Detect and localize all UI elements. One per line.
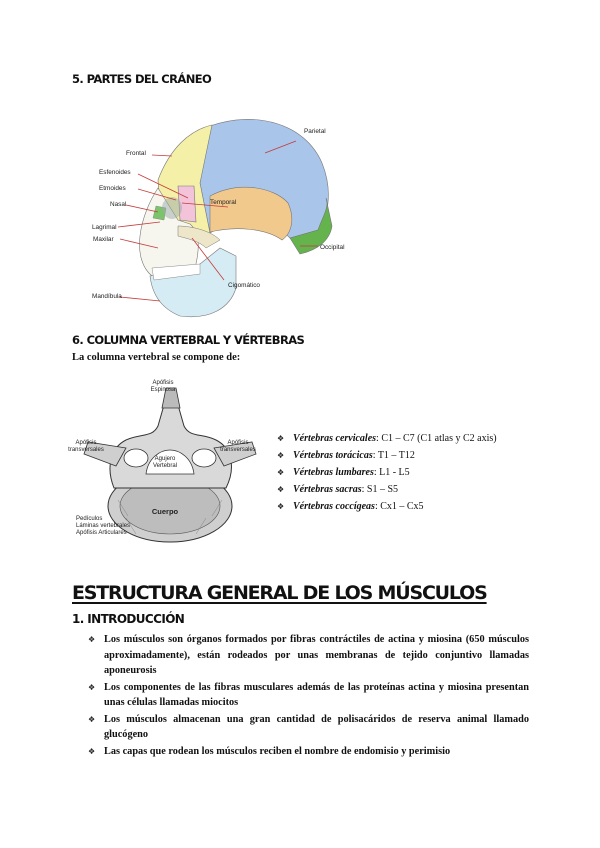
label-agujero-vertebral: Agujero Vertebral bbox=[152, 456, 177, 469]
label-frontal: Frontal bbox=[126, 150, 146, 157]
column-section-heading: 6. COLUMNA VERTEBRAL Y VÉRTEBRAS bbox=[72, 333, 305, 347]
label-apofisis-transversales-right: Apófisis transversales bbox=[220, 440, 256, 453]
list-item: ❖ Las capas que rodean los músculos reciben el nombre de endomisio y perimisio bbox=[86, 744, 529, 760]
diamond-bullet-icon: ❖ bbox=[88, 635, 96, 644]
diamond-bullet-icon: ❖ bbox=[277, 485, 285, 494]
label-etmoides: Etmoides bbox=[99, 185, 126, 192]
diamond-bullet-icon: ❖ bbox=[277, 451, 285, 460]
skull-section-heading: 5. PARTES DEL CRÁNEO bbox=[72, 72, 212, 86]
label-parietal: Parietal bbox=[304, 128, 326, 135]
label-cuerpo: Cuerpo bbox=[151, 507, 179, 516]
label-esfenoides: Esfenoides bbox=[99, 169, 131, 176]
column-intro: La columna vertebral se compone de: bbox=[72, 352, 241, 363]
list-item: ❖ Vértebras torácicas: T1 – T12 bbox=[275, 447, 555, 464]
diamond-bullet-icon: ❖ bbox=[277, 502, 285, 511]
skull-diagram bbox=[60, 108, 370, 323]
vertebrae-list bbox=[275, 430, 555, 515]
list-item: ❖ Los músculos son órganos formados por fibras contráctiles de actina y miosina (650 músculos aproximadamente), están rodeados por unas membranas de tejido conjuntivo llamadas aponeurosis bbox=[88, 634, 529, 676]
muscles-list bbox=[86, 632, 529, 760]
label-apofisis-transversales-left: Apófisis transversales bbox=[68, 440, 104, 453]
legend-apofisis-articulares: Apófisis Articulares bbox=[76, 530, 127, 536]
introduction-heading: 1. INTRODUCCIÓN bbox=[72, 612, 185, 626]
list-item: ❖ Los componentes de las fibras musculares además de las proteínas actina y miosina presentan unas células llamadas miocitos bbox=[88, 681, 529, 708]
list-item: ❖ Vértebras coccígeas: Cx1 – Cx5 bbox=[275, 498, 555, 515]
label-cigomatico: Cigomático bbox=[228, 282, 260, 289]
label-apofisis-espinosa: Apófisis Espinosa bbox=[150, 380, 176, 393]
legend-pediculos: Pedículos bbox=[76, 516, 103, 522]
diamond-bullet-icon: ❖ bbox=[277, 468, 285, 477]
diamond-bullet-icon: ❖ bbox=[88, 714, 96, 724]
list-item: ❖ Vértebras sacras: S1 – S5 bbox=[275, 481, 555, 498]
list-item: ❖ Los músculos almacenan una gran cantidad de polisacáridos de reserva animal llamado glucógeno bbox=[88, 713, 529, 740]
list-item: ❖ Vértebras cervicales: C1 – C7 (C1 atlas y C2 axis) bbox=[275, 430, 555, 447]
label-occipital: Occipital bbox=[320, 244, 345, 251]
diamond-bullet-icon: ❖ bbox=[88, 746, 96, 756]
diamond-bullet-icon: ❖ bbox=[88, 682, 96, 692]
label-lagrimal: Lagrimal bbox=[92, 224, 117, 231]
diamond-bullet-icon: ❖ bbox=[277, 434, 285, 443]
muscles-title: ESTRUCTURA GENERAL DE LOS MÚSCULOS bbox=[72, 582, 487, 604]
label-maxilar: Maxilar bbox=[93, 236, 114, 243]
label-mandibula: Mandíbula bbox=[92, 293, 122, 300]
vertebra-legend bbox=[76, 516, 136, 537]
label-nasal: Nasal bbox=[110, 201, 127, 208]
legend-laminas: Láminas vertebrales bbox=[76, 523, 131, 529]
label-temporal: Temporal bbox=[210, 199, 237, 206]
list-item: ❖ Vértebras lumbares: L1 - L5 bbox=[275, 464, 555, 481]
